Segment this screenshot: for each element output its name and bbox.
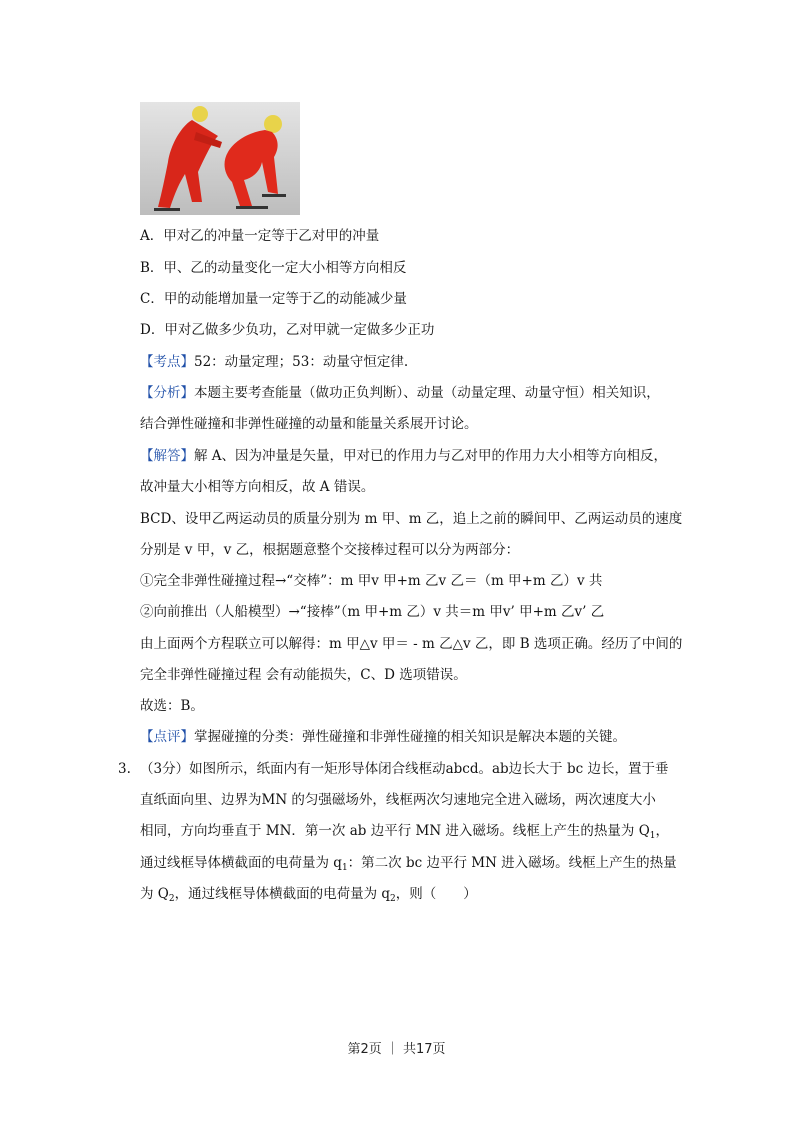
- question3-line1: （3分）如图所示，纸面内有一矩形导体闭合线框动abcd。ab边长大于 bc 边长，置于垂: [140, 761, 669, 777]
- jieda-line2: 故冲量大小相等方向相反，故 A 错误。: [140, 479, 375, 495]
- fenxi-line2: 结合弹性碰撞和非弹性碰撞的动量和能量关系展开讨论。: [140, 416, 478, 432]
- page-footer: 第2页 ｜ 共17页: [347, 1042, 446, 1057]
- option-c: C．甲的动能增加量一定等于乙的动能减少量: [140, 291, 407, 307]
- jieda-line8: 完全非弹性碰撞过程 会有动能损失，C、D 选项错误。: [140, 667, 467, 683]
- fenxi-section: [140, 383, 660, 403]
- question3-line4-end: ：第二次 bc 边平行 MN 进入磁场。线框上产生的热量: [347, 855, 677, 871]
- question3-line3-text: 相同，方向均垂直于 MN．第一次 ab 边平行 MN 进入磁场。线框上产生的热量为 Q: [140, 823, 650, 839]
- q1-subscript: 1: [649, 831, 656, 841]
- fenxi-tag: 【分析】: [140, 385, 194, 401]
- kaodian-section: [140, 352, 408, 372]
- jieda-line5: ①完全非弹性碰撞过程→“交棒”：m 甲v 甲+m 乙v 乙＝（m 甲+m 乙）v 共: [140, 573, 603, 589]
- question3-line3: [140, 821, 669, 846]
- question3-line5-mid: ，通过线框导体横截面的电荷量为 q: [174, 886, 391, 902]
- q2-subscript: 2: [168, 894, 175, 904]
- kaodian-text: 52：动量定理；53：动量守恒定律.: [194, 354, 409, 370]
- jieda-tag: 【解答】: [140, 448, 194, 464]
- jieda-section: [140, 446, 667, 466]
- jieda-line7: 由上面两个方程联立可以解得：m 甲△v 甲＝ - m 乙△v 乙，即 B 选项正确。经历了中间的: [140, 636, 683, 652]
- jieda-line4: 分别是 v 甲，v 乙，根据题意整个交接棒过程可以分为两部分：: [140, 542, 520, 558]
- jieda-line3: BCD、设甲乙两运动员的质量分别为 m 甲、m 乙，追上之前的瞬间甲、乙两运动员的速度: [140, 511, 683, 527]
- option-b: B．甲、乙的动量变化一定大小相等方向相反: [140, 260, 407, 276]
- q-1-subscript: 1: [341, 863, 348, 873]
- jieda-line1: 解 A、因为冲量是矢量，甲对已的作用力与乙对甲的作用力大小相等方向相反，: [194, 448, 668, 464]
- dianping-tag: 【点评】: [140, 729, 194, 745]
- question3-line5: [140, 884, 477, 909]
- question3-line4: [140, 853, 677, 878]
- jieda-line6: ②向前推出（人船模型）→“接棒”（m 甲+m 乙）v 共＝m 甲v’ 甲+m 乙v’ 乙: [140, 604, 605, 620]
- dianping-section: [140, 727, 626, 747]
- question3-line3-end: ，: [655, 823, 670, 839]
- question3-line4-text: 通过线框导体横截面的电荷量为 q: [140, 855, 342, 871]
- question-number: 3.: [118, 761, 131, 777]
- dianping-text: 掌握碰撞的分类：弹性碰撞和非弹性碰撞的相关知识是解决本题的关键。: [194, 729, 626, 745]
- question3-line2: 直纸面向里、边界为MN 的匀强磁场外，线框两次匀速地完全进入磁场，两次速度大小: [140, 792, 656, 808]
- jieda-line9: 故选：B。: [140, 698, 204, 714]
- fenxi-line1: 本题主要考查能量（做功正负判断）、动量（动量定理、动量守恒）相关知识，: [194, 385, 660, 401]
- kaodian-tag: 【考点】: [140, 354, 194, 370]
- question3-line5-end: ，则（ ）: [395, 886, 477, 902]
- option-d: D．甲对乙做多少负功，乙对甲就一定做多少正功: [140, 322, 435, 338]
- speed-skaters-photo: [140, 102, 300, 215]
- question3-line5-text: 为 Q: [140, 886, 169, 902]
- option-a: A．甲对乙的冲量一定等于乙对甲的冲量: [140, 228, 380, 244]
- q-2-subscript: 2: [390, 894, 396, 904]
